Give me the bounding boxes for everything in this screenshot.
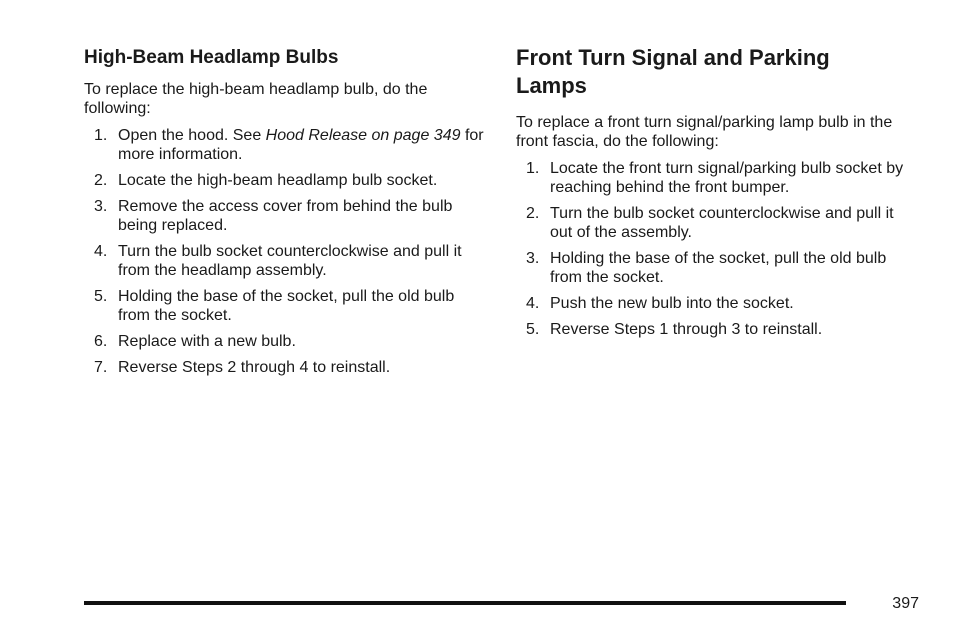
step-number: 2. [94,172,108,189]
step-text: Remove the access cover from behind the bulb being replaced. [118,198,453,234]
step-text: Replace with a new bulb. [118,333,296,350]
section-heading-high-beam: High-Beam Headlamp Bulbs [84,47,339,68]
list-item [516,204,916,242]
section-heading-turn-signal: Front Turn Signal and Parking Lamps [516,45,830,98]
step-text: Reverse Steps 1 through 3 to reinstall. [550,321,823,338]
list-item [84,171,484,190]
list-item [84,126,484,164]
list-item [516,320,916,339]
step-number: 1. [94,127,108,144]
step-number: 1. [526,160,540,177]
step-text: Reverse Steps 2 through 4 to reinstall. [118,359,391,376]
list-item [84,287,484,325]
step-number: 3. [94,198,108,215]
step-text: Locate the high-beam headlamp bulb socket. [118,172,438,189]
steps-list-high-beam [84,126,484,384]
step-text: Holding the base of the socket, pull the old bulb from the socket. [550,250,887,286]
step-number: 4. [94,243,108,260]
list-item [84,197,484,235]
step-text: Turn the bulb socket counterclockwise and pull it out of the assembly. [550,205,894,241]
step-number: 6. [94,333,108,350]
step-number: 5. [94,288,108,305]
step-number: 3. [526,250,540,267]
step-text: Push the new bulb into the socket. [550,295,794,312]
step-text: for more information. [118,127,484,163]
footer-rule [84,601,846,605]
list-item [516,294,916,313]
step-number: 5. [526,321,540,338]
list-item [84,358,484,377]
list-item [516,159,916,197]
intro-text-turn-signal: To replace a front turn signal/parking lamp bulb in the front fascia, do the following: [516,114,893,150]
intro-text-high-beam: To replace the high-beam headlamp bulb, do the following: [84,81,428,117]
list-item [84,332,484,351]
page-number: 397 [892,595,919,612]
step-number: 7. [94,359,108,376]
list-item [84,242,484,280]
cross-reference: Hood Release on page 349 [265,127,461,144]
step-text: Turn the bulb socket counterclockwise and pull it from the headlamp assembly. [118,243,462,279]
steps-list-turn-signal [516,159,916,346]
step-number: 4. [526,295,540,312]
step-number: 2. [526,205,540,222]
step-text: Open the hood. See [118,127,266,144]
step-text: Holding the base of the socket, pull the old bulb from the socket. [118,288,455,324]
list-item [516,249,916,287]
step-text: Locate the front turn signal/parking bulb socket by reaching behind the front bumper. [550,160,904,196]
